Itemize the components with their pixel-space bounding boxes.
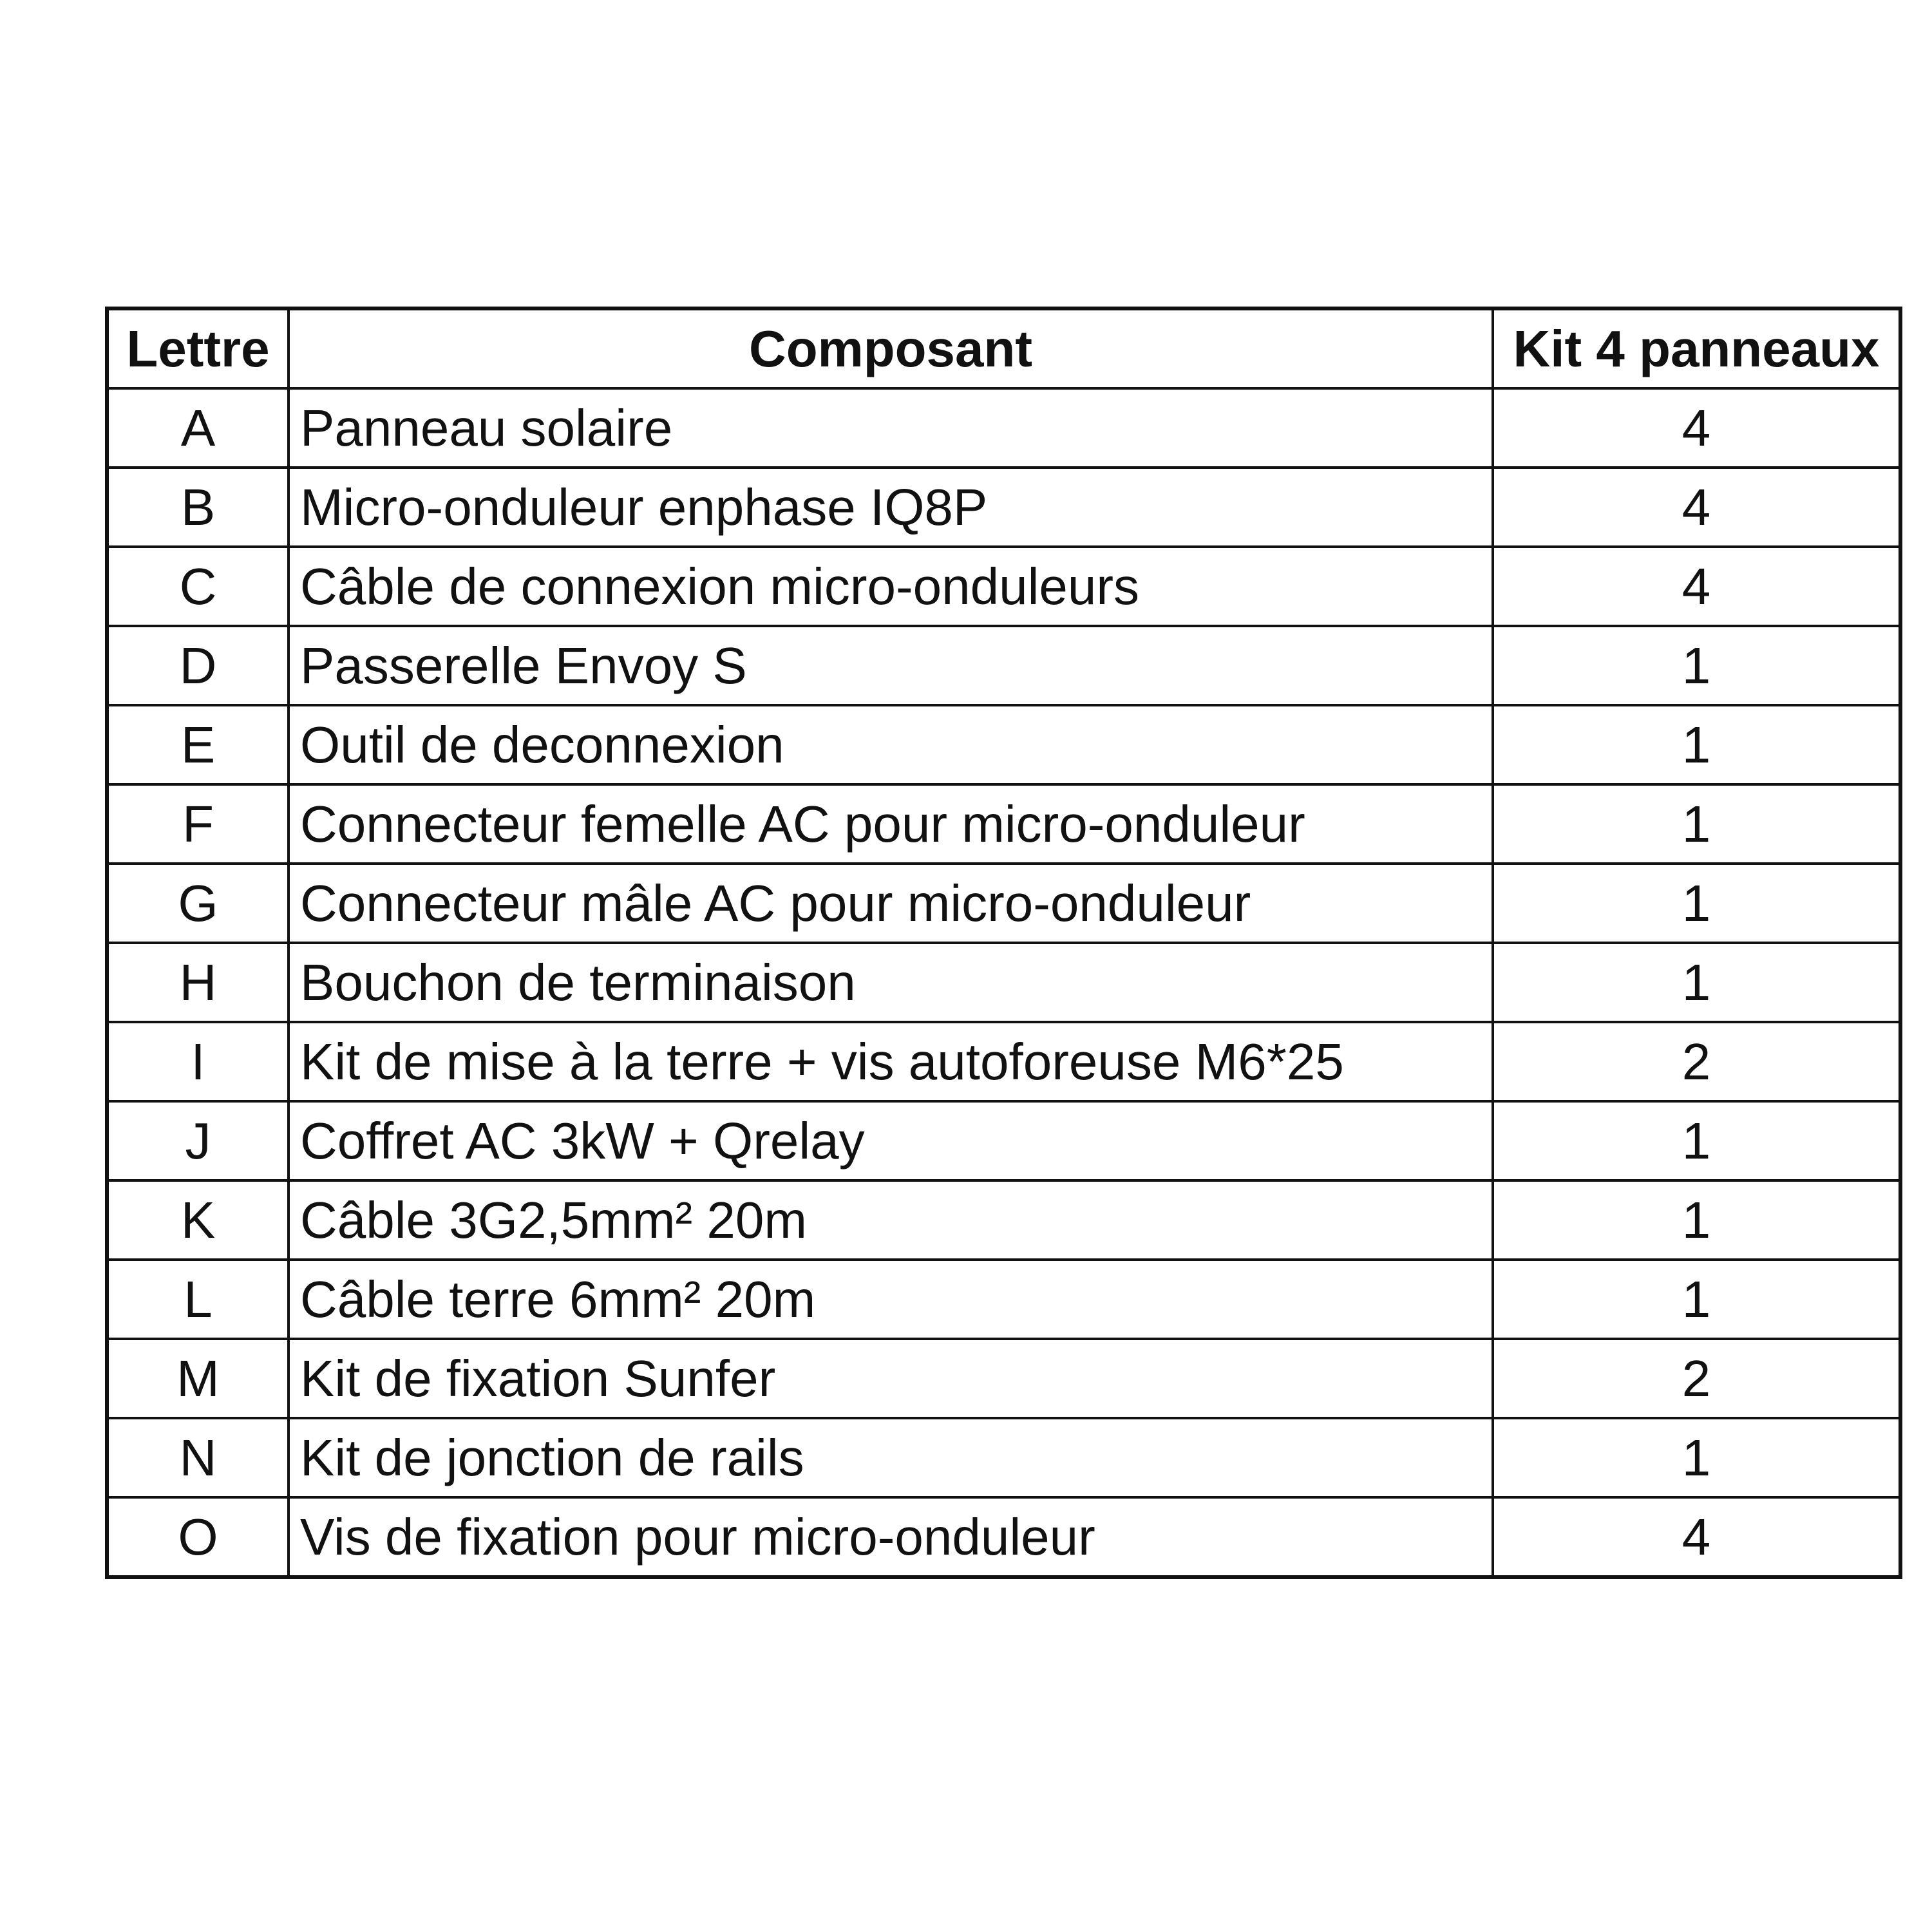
table-row <box>107 943 1900 1022</box>
table-row <box>107 705 1900 784</box>
row-quantity: 1 <box>1493 864 1900 943</box>
row-quantity: 1 <box>1493 705 1900 784</box>
row-letter: C <box>107 547 289 626</box>
row-quantity: 1 <box>1493 1260 1900 1339</box>
row-quantity: 1 <box>1493 1101 1900 1180</box>
table-row <box>107 1180 1900 1260</box>
table-row <box>107 388 1900 468</box>
table-row <box>107 864 1900 943</box>
row-component: Micro-onduleur enphase IQ8P <box>289 468 1493 547</box>
table-row <box>107 1339 1900 1418</box>
table-row <box>107 784 1900 864</box>
row-quantity: 1 <box>1493 626 1900 705</box>
row-quantity: 2 <box>1493 1339 1900 1418</box>
header-component: Composant <box>289 308 1493 388</box>
row-component: Outil de deconnexion <box>289 705 1493 784</box>
row-letter: G <box>107 864 289 943</box>
row-component: Câble terre 6mm² 20m <box>289 1260 1493 1339</box>
header-row <box>107 308 1900 388</box>
row-quantity: 4 <box>1493 468 1900 547</box>
row-component: Passerelle Envoy S <box>289 626 1493 705</box>
table-row <box>107 1022 1900 1101</box>
table-body <box>107 388 1900 1577</box>
row-letter: A <box>107 388 289 468</box>
row-quantity: 1 <box>1493 1418 1900 1497</box>
row-letter: N <box>107 1418 289 1497</box>
row-letter: B <box>107 468 289 547</box>
table-row <box>107 626 1900 705</box>
row-quantity: 1 <box>1493 784 1900 864</box>
row-component: Connecteur femelle AC pour micro-onduleur <box>289 784 1493 864</box>
header-letter: Lettre <box>107 308 289 388</box>
row-component: Coffret AC 3kW + Qrelay <box>289 1101 1493 1180</box>
row-letter: M <box>107 1339 289 1418</box>
row-quantity: 4 <box>1493 1497 1900 1577</box>
row-letter: H <box>107 943 289 1022</box>
row-quantity: 4 <box>1493 547 1900 626</box>
row-component: Kit de fixation Sunfer <box>289 1339 1493 1418</box>
row-component: Panneau solaire <box>289 388 1493 468</box>
table-row <box>107 547 1900 626</box>
row-letter: I <box>107 1022 289 1101</box>
table-header <box>107 308 1900 388</box>
row-letter: F <box>107 784 289 864</box>
row-letter: K <box>107 1180 289 1260</box>
table-row <box>107 468 1900 547</box>
table-row <box>107 1101 1900 1180</box>
row-component: Connecteur mâle AC pour micro-onduleur <box>289 864 1493 943</box>
table-row <box>107 1418 1900 1497</box>
row-letter: O <box>107 1497 289 1577</box>
row-quantity: 2 <box>1493 1022 1900 1101</box>
row-quantity: 1 <box>1493 1180 1900 1260</box>
row-component: Bouchon de terminaison <box>289 943 1493 1022</box>
table-row <box>107 1260 1900 1339</box>
row-quantity: 4 <box>1493 388 1900 468</box>
row-letter: L <box>107 1260 289 1339</box>
row-component: Kit de jonction de rails <box>289 1418 1493 1497</box>
row-component: Câble 3G2,5mm² 20m <box>289 1180 1493 1260</box>
table-row <box>107 1497 1900 1577</box>
row-quantity: 1 <box>1493 943 1900 1022</box>
row-component: Câble de connexion micro-onduleurs <box>289 547 1493 626</box>
row-letter: J <box>107 1101 289 1180</box>
row-component: Vis de fixation pour micro-onduleur <box>289 1497 1493 1577</box>
header-quantity: Kit 4 panneaux <box>1493 308 1900 388</box>
row-letter: D <box>107 626 289 705</box>
components-table <box>105 307 1902 1579</box>
row-component: Kit de mise à la terre + vis autoforeuse M6*25 <box>289 1022 1493 1101</box>
row-letter: E <box>107 705 289 784</box>
